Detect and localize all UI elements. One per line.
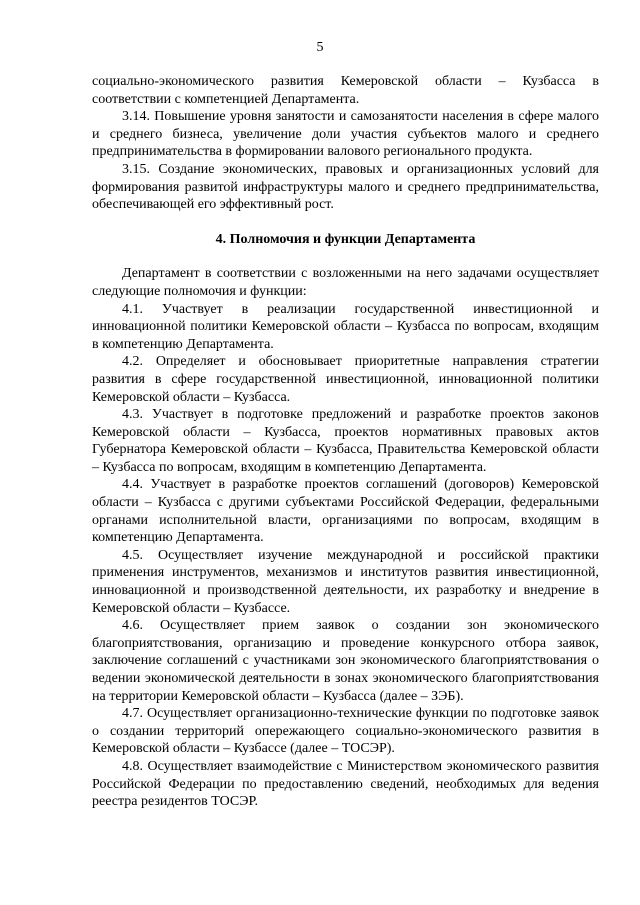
page-number: 5 <box>316 40 324 55</box>
paragraph-continuation: социально-экономического развития Кемеровской области – Кузбасса в соответствии с компетенцией Департамента. <box>92 74 599 107</box>
paragraph-3-15: 3.15. Создание экономических, правовых и организационных условий для формирования развитой инфраструктуры малого и среднего предпринимательства, обеспечивающей его эффективный рост. <box>92 161 599 213</box>
paragraph-4-6: 4.6. Осуществляет прием заявок о создании зон экономического благоприятствования, организацию и проведение конкурсного отбора заявок, заключение соглашений с участниками зон экономического благоприятствования о ведении экономической деятельности в зонах экономического благоприятствования на территории Кемеровской области – Кузбасса (далее – ЗЭБ). <box>92 618 599 704</box>
paragraph-4-3: 4.3. Участвует в подготовке предложений и разработке проектов законов Кемеровской области – Кузбасса, проектов нормативных правовых актов Губернатора Кемеровской области – Кузбасса, Правительства Кемеровской области – Кузбасса по вопросам, входящим в компетенцию Департамента. <box>92 407 599 475</box>
paragraph-4-4: 4.4. Участвует в разработке проектов соглашений (договоров) Кемеровской области – Кузбасса с другими субъектами Российской Федерации, федеральными органами исполнительной власти, организациями по вопросам, входящим в компетенцию Департамента. <box>92 477 599 546</box>
paragraph-4-2: 4.2. Определяет и обосновывает приоритетные направления стратегии развития в сфере государственной инвестиционной, инновационной политики Кемеровской области – Кузбасса. <box>92 354 599 405</box>
paragraph-4-7: 4.7. Осуществляет организационно-технические функции по подготовке заявок о создании территорий опережающего социально-экономического развития в Кемеровской области – Кузбассе (далее – ТОСЭР). <box>92 706 599 757</box>
paragraph-4-1: 4.1. Участвует в реализации государственной инвестиционной и инновационной политики Кемеровской области – Кузбасса по вопросам, входящим в компетенцию Департамента. <box>92 301 599 352</box>
section-heading: 4. Полномочия и функции Департамента <box>215 231 476 247</box>
document-body <box>92 73 599 811</box>
paragraph-3-14: 3.14. Повышение уровня занятости и самозанятости населения в сфере малого и среднего бизнеса, увеличение доли участия субъектов малого и среднего предпринимательства в формировании валового регионального продукта. <box>92 109 599 160</box>
paragraph-4-8: 4.8. Осуществляет взаимодействие с Министерством экономического развития Российской Федерации по предоставлению сведений, необходимых для ведения реестра резидентов ТОСЭР. <box>92 758 599 810</box>
paragraph-section-intro: Департамент в соответствии с возложенными на него задачами осуществляет следующие полномочия и функции: <box>92 266 599 299</box>
paragraph-4-5: 4.5. Осуществляет изучение международной и российской практики применения инструментов, механизмов и институтов развития инвестиционной, инновационной и производственной деятельности, их разработку и внедрение в Кемеровской области – Кузбассе. <box>92 547 599 616</box>
